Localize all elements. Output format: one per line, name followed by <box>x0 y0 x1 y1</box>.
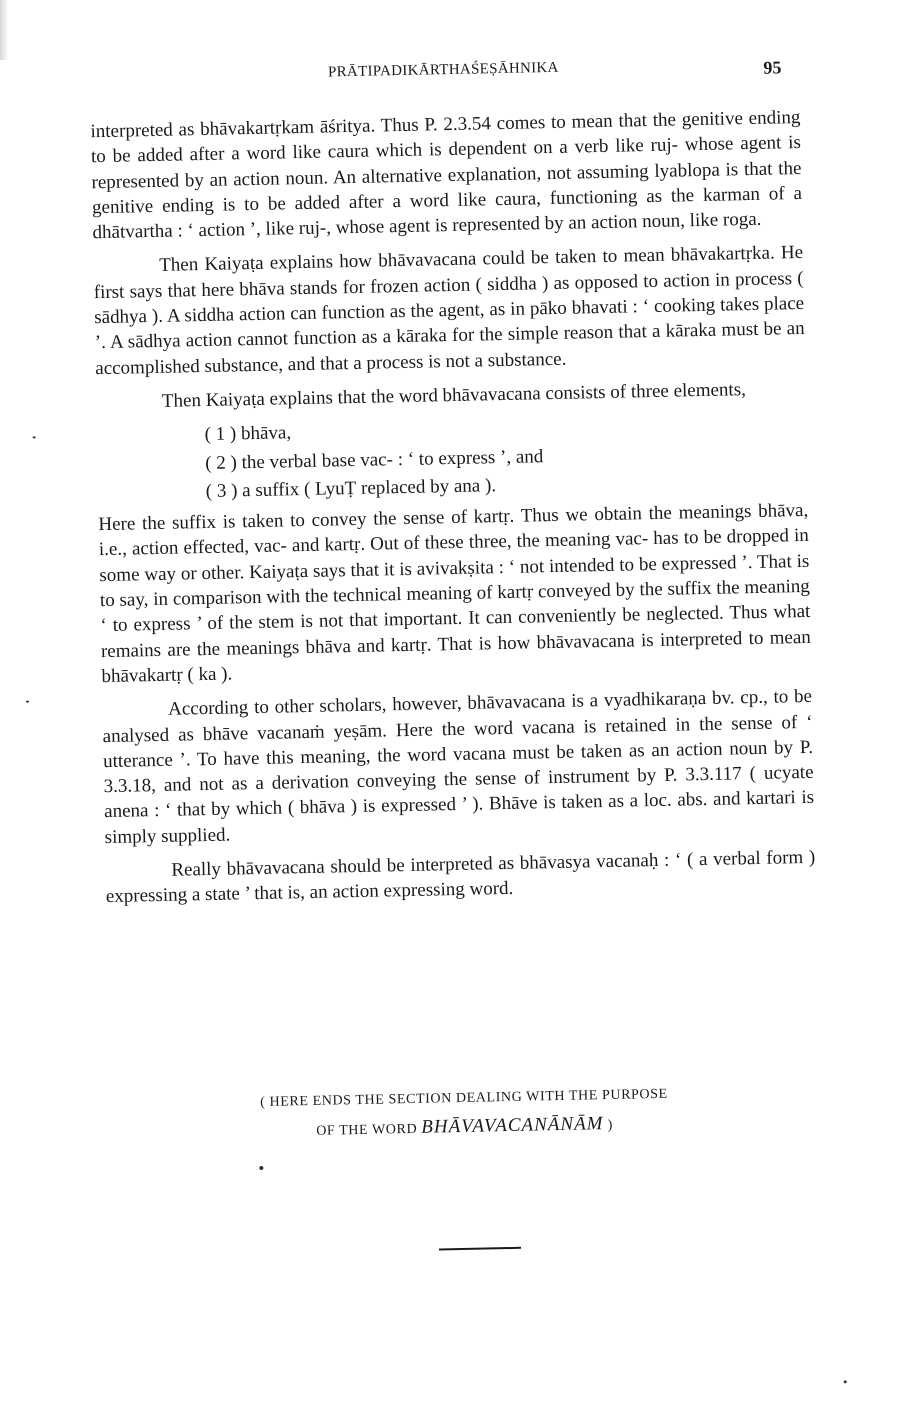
section-end-line-1: ( HERE ENDS THE SECTION DEALING WITH THE PURPOSE <box>260 1086 668 1111</box>
paragraph-6: Really bhāvavacana should be interpreted as bhāvasya vacanaḥ : ‘ ( a verbal form ) expressing a state ’ that is, an action expressing word. <box>105 846 816 908</box>
paragraph-2: Then Kaiyaṭa explains how bhāvavacana could be taken to mean bhāvakartṛka. He first says that here bhāva stands for frozen action ( siddha ) as opposed to action in process ( sādhya ). A siddha action can function as the agent, as in pāko bhavati : ‘ cooking takes place ’. A sādhya action cannot function as a kāraka for the simple reason that a kāraka must be an accomplished substance, and that a process is not a substance. <box>93 242 805 379</box>
list-item: ( 1 ) bhāva, <box>204 422 292 446</box>
ink-speck <box>259 1166 263 1170</box>
section-end-suffix: ) <box>607 1117 614 1134</box>
section-end-prefix: OF THE WORD <box>316 1121 418 1139</box>
paragraph-5: According to other scholars, however, bhāvavacana is a vyadhikaraṇa bv. cp., to be analysed as bhāve vacanaṁ yeṣām. Here the word vacana is retained in the sense of ‘ utterance ’. To have this meaning, the word vacana must be taken as an action noun by P. 3.3.18, and not as a derivation conveying the sense of instrument by P. 3.3.117 ( ucyate anena : ‘ that by which ( bhāva ) is expressed ’ ). Bhāve is taken as a loc. abs. and kartari is simply supplied. <box>102 686 815 848</box>
section-end-note <box>8 1076 912 1152</box>
ink-speck <box>26 701 29 703</box>
ink-speck <box>33 436 36 438</box>
list-item: ( 2 ) the verbal base vac- : ‘ to express ’, and <box>204 445 544 474</box>
paragraph-3: Then Kaiyaṭa explains that the word bhāvavacana consists of three elements, <box>161 379 747 412</box>
running-head: PRĀTIPADIKĀRTHAŚEṢĀHNIKA <box>327 59 559 81</box>
elements-list <box>96 410 808 506</box>
body-text <box>90 105 816 919</box>
paragraph-4: Here the suffix is taken to convey the sense of kartṛ. Thus we obtain the meanings bhāva, i.e., action effected, vac- and kartṛ. Out of these three, the meaning vac- has to be dropped in some way or other. Kaiyaṭa says that it is avivakṣita : ‘ not intended to be expressed ’. That is to say, in comparison with the technical meaning of kartṛ conveyed by the suffix the meaning ‘ to express ’ of the stem is not that important. It can conveniently be neglected. Thus what remains are the meanings bhāva and kartṛ. That is how bhāvavacana is interpreted to mean bhāvakartṛ ( ka ). <box>98 500 812 688</box>
paragraph-1: interpreted as bhāvakartṛkam āśritya. Thus P. 2.3.54 comes to mean that the genitive ending to be added after a word like caura which is dependent on a verb like ruj- whose agent is represented by an action noun. An alternative explanation, not assuming lyablopa is that the genitive ending is to be added after a word like caura, functioning as the karman of a dhātvartha : ‘ action ’, like ruj-, whose agent is represented by an action noun, like roga. <box>90 106 803 244</box>
ink-speck <box>844 1380 847 1383</box>
list-item: ( 3 ) a suffix ( LyuṬ replaced by ana ). <box>205 475 497 502</box>
page-number: 95 <box>763 57 782 78</box>
section-end-term: BHĀVAVACANĀNĀM <box>421 1113 604 1138</box>
end-rule <box>439 1247 521 1251</box>
